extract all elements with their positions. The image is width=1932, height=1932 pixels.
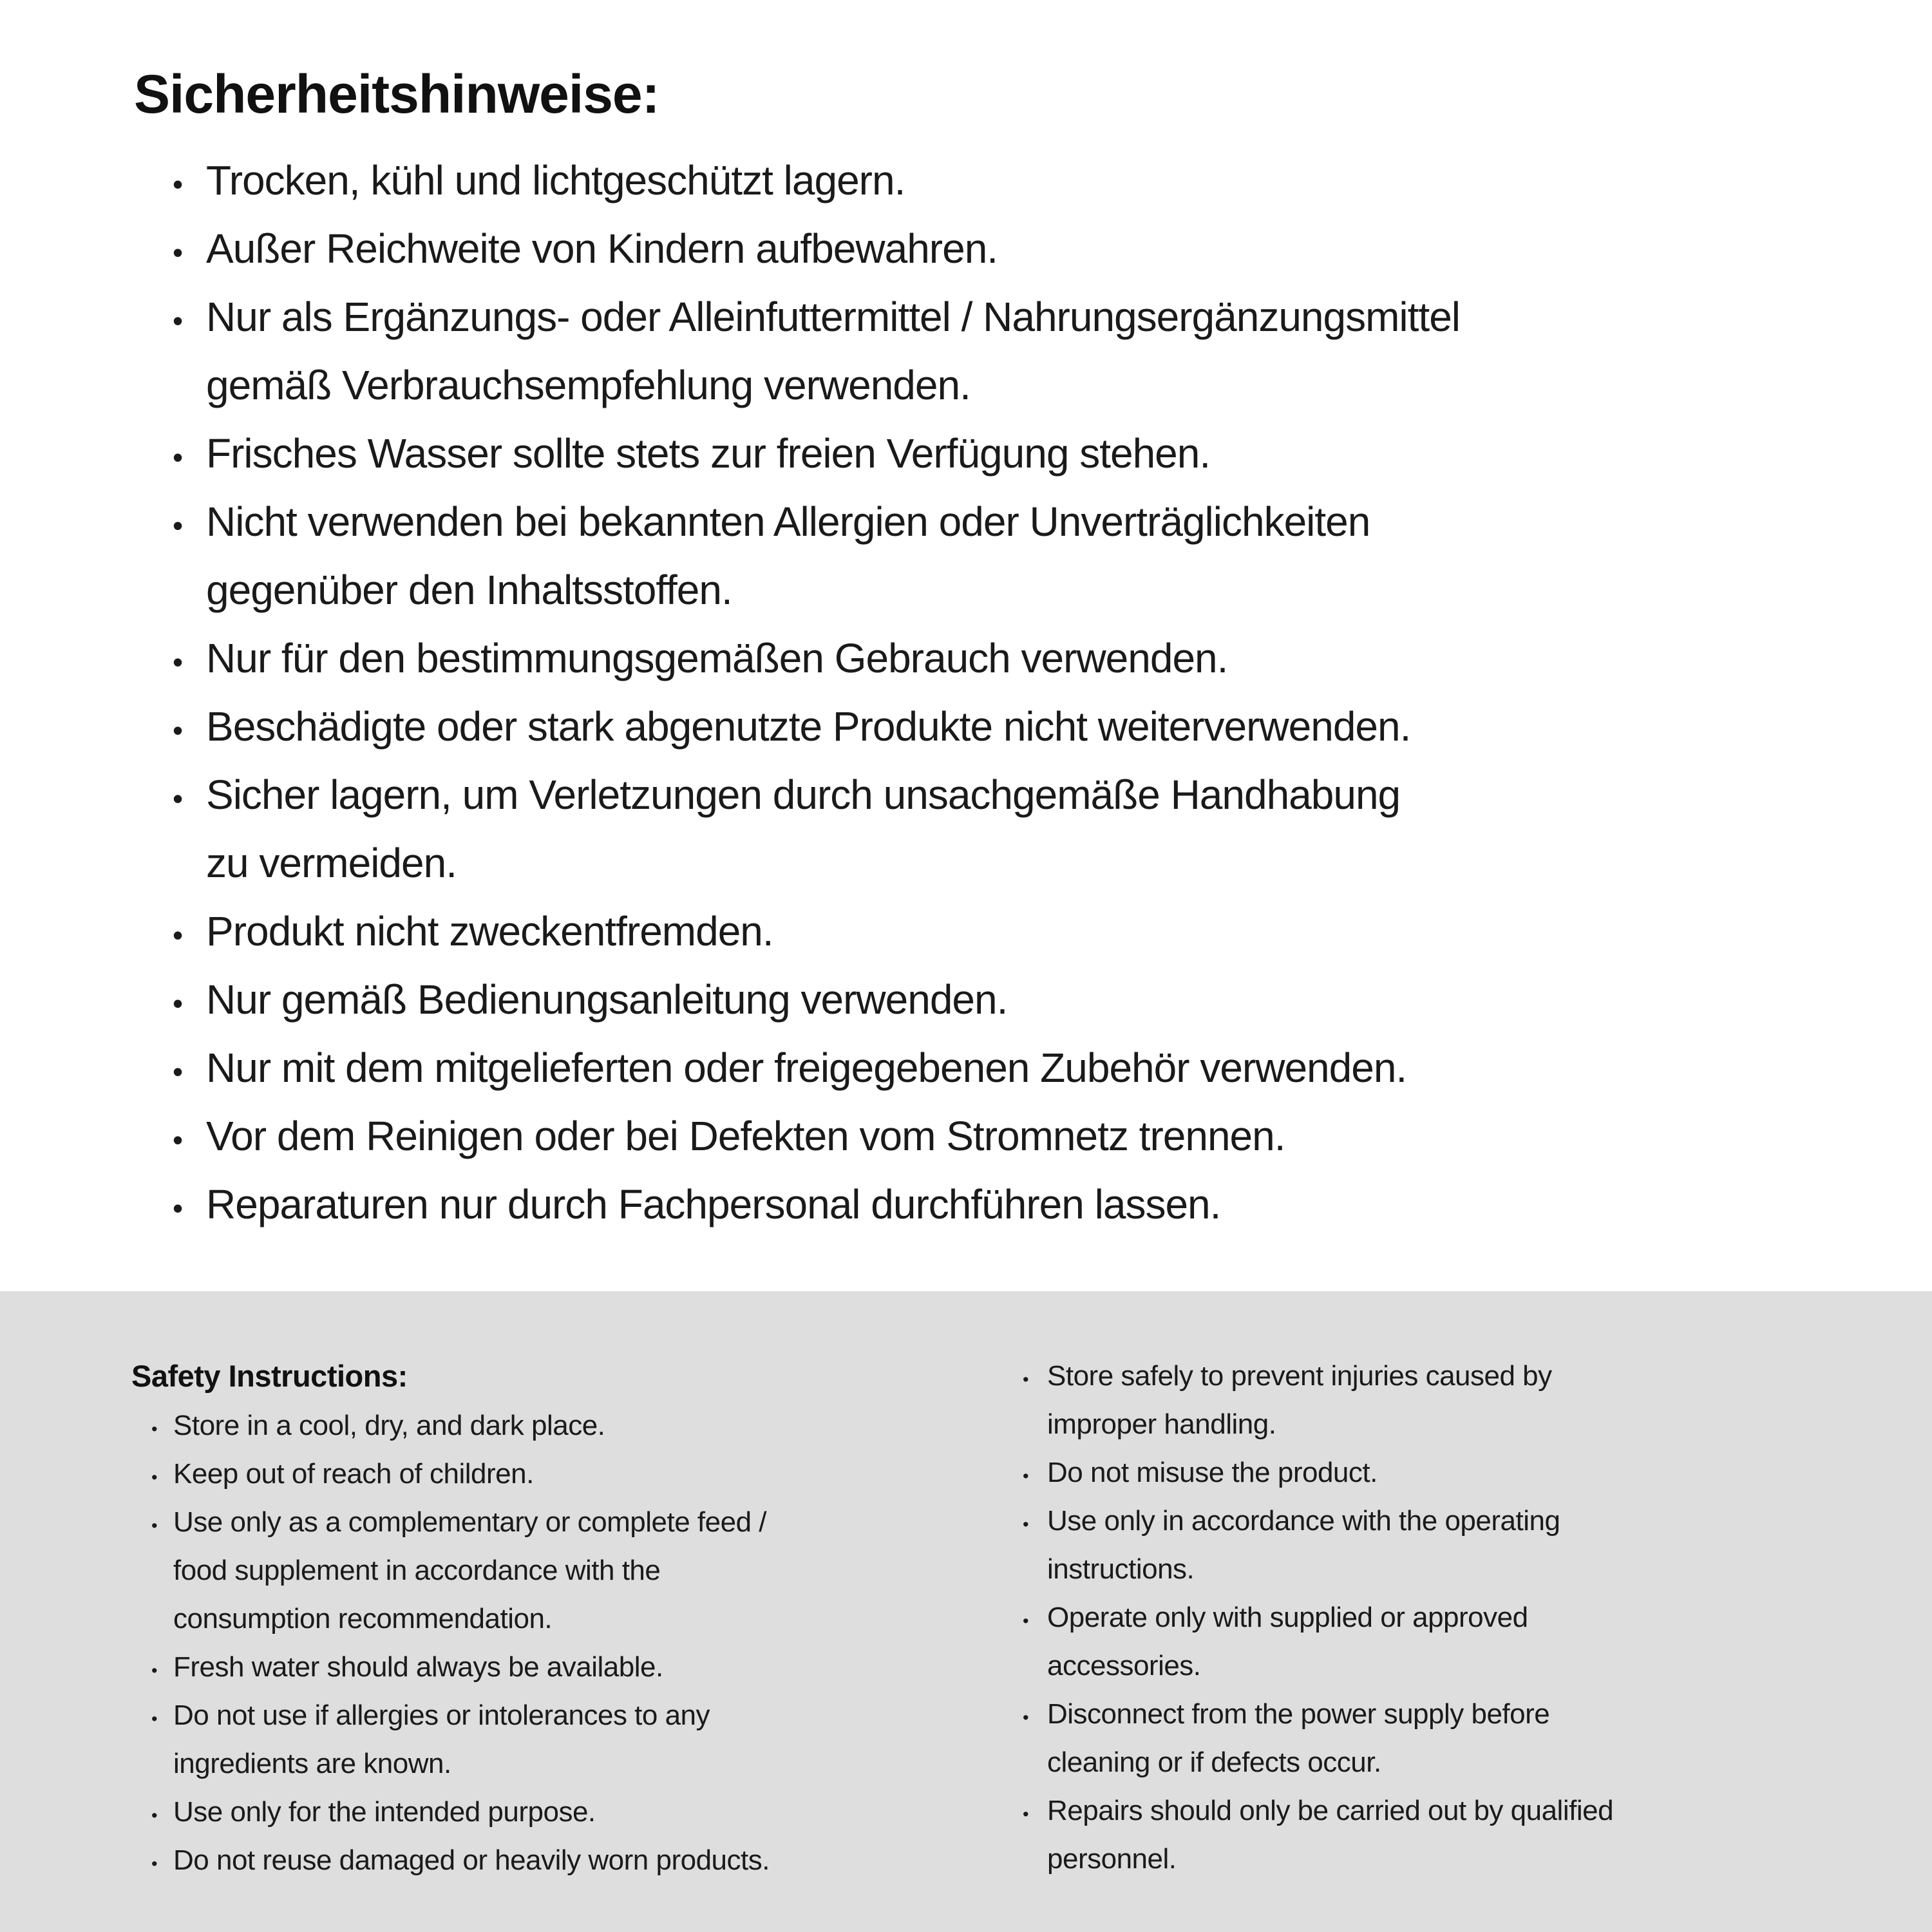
list-item <box>131 1838 1023 1886</box>
list-item-text: improper handling. <box>1047 1408 1276 1440</box>
list-item-text: food supplement in accordance with the <box>173 1555 661 1586</box>
english-left-list <box>131 1403 1023 1886</box>
list-item-text: Repairs should only be carried out by qualified <box>1047 1795 1614 1826</box>
list-item <box>134 762 1855 831</box>
list-item <box>134 148 1855 216</box>
bullet-marker: • <box>173 1191 183 1225</box>
list-item-text: Außer Reichweite von Kindern aufbewahren. <box>206 225 998 272</box>
list-item <box>131 1548 1023 1596</box>
bullet-marker: • <box>173 509 183 542</box>
bullet-marker: • <box>1023 1369 1029 1389</box>
list-item <box>134 421 1855 489</box>
list-item-text: Use only in accordance with the operating <box>1047 1505 1560 1537</box>
list-item <box>131 1452 1023 1500</box>
list-item-text: Keep out of reach of children. <box>173 1458 534 1490</box>
list-item <box>134 1172 1855 1240</box>
list-item <box>134 285 1855 353</box>
list-item <box>134 489 1855 558</box>
list-item-text: Nur mit dem mitgelieferten oder freigegebenen Zubehör verwenden. <box>206 1045 1407 1091</box>
list-item <box>134 1036 1855 1104</box>
list-item-text: Do not reuse damaged or heavily worn products. <box>173 1844 770 1876</box>
bullet-marker: • <box>1023 1466 1029 1486</box>
bullet-marker: • <box>1023 1514 1029 1534</box>
list-item-text: Do not use if allergies or intolerances to any <box>173 1700 710 1731</box>
list-item <box>1023 1643 1816 1692</box>
list-item-text: cleaning or if defects occur. <box>1047 1747 1381 1778</box>
bullet-marker: • <box>1023 1804 1029 1824</box>
list-item-text: ingredients are known. <box>173 1748 451 1779</box>
bullet-marker: • <box>173 987 183 1020</box>
list-item-text: Store in a cool, dry, and dark place. <box>173 1410 605 1441</box>
bullet-marker: • <box>151 1660 158 1680</box>
list-item <box>134 353 1855 421</box>
list-item-text: Use only as a complementary or complete feed / <box>173 1506 767 1538</box>
list-item <box>1023 1547 1816 1595</box>
list-item <box>134 216 1855 285</box>
list-item-text: zu vermeiden. <box>206 840 457 886</box>
list-item-text: Beschädigte oder stark abgenutzte Produkte nicht weiterverwenden. <box>206 703 1411 750</box>
bullet-marker: • <box>151 1515 158 1535</box>
list-item-text: Store safely to prevent injuries caused by <box>1047 1360 1552 1392</box>
english-right-column <box>1023 1354 1816 1885</box>
list-item-text: Produkt nicht zweckentfremden. <box>206 908 773 954</box>
list-item <box>1023 1354 1816 1402</box>
english-left-column <box>131 1354 1023 1886</box>
list-item <box>131 1596 1023 1645</box>
list-item <box>134 899 1855 967</box>
list-item <box>1023 1788 1816 1837</box>
list-item <box>1023 1740 1816 1788</box>
english-heading: Safety Instructions: <box>131 1359 408 1393</box>
list-item-text: Nur für den bestimmungsgemäßen Gebrauch verwenden. <box>206 635 1228 681</box>
bullet-marker: • <box>151 1805 158 1825</box>
bullet-marker: • <box>173 918 183 952</box>
bullet-marker: • <box>173 1055 183 1088</box>
list-item <box>131 1403 1023 1452</box>
list-item-text: Reparaturen nur durch Fachpersonal durchführen lassen. <box>206 1181 1221 1227</box>
list-item-text: Operate only with supplied or approved <box>1047 1602 1528 1633</box>
list-item-text: Frisches Wasser sollte stets zur freien Verfügung stehen. <box>206 430 1211 477</box>
list-item <box>131 1693 1023 1741</box>
bullet-marker: • <box>151 1709 158 1728</box>
list-item-text: Use only for the intended purpose. <box>173 1796 596 1828</box>
list-item <box>131 1790 1023 1838</box>
german-heading: Sicherheitshinweise: <box>134 64 659 124</box>
bullet-marker: • <box>1023 1611 1029 1631</box>
bullet-marker: • <box>173 167 183 201</box>
list-item-text: Nicht verwenden bei bekannten Allergien oder Unverträglichkeiten <box>206 498 1370 545</box>
list-item-text: Disconnect from the power supply before <box>1047 1698 1550 1730</box>
list-item <box>1023 1837 1816 1885</box>
bullet-marker: • <box>151 1419 158 1439</box>
list-item-text: Nur als Ergänzungs- oder Alleinfuttermittel / Nahrungsergänzungsmittel <box>206 294 1460 340</box>
list-item <box>134 1104 1855 1172</box>
list-item <box>131 1500 1023 1548</box>
bullet-marker: • <box>173 782 183 815</box>
list-item-text: personnel. <box>1047 1843 1177 1875</box>
bullet-marker: • <box>1023 1707 1029 1727</box>
list-item-text: Do not misuse the product. <box>1047 1457 1378 1488</box>
list-item <box>134 558 1855 626</box>
list-item <box>1023 1499 1816 1547</box>
list-item-text: Vor dem Reinigen oder bei Defekten vom Stromnetz trennen. <box>206 1113 1285 1159</box>
list-item-text: instructions. <box>1047 1553 1195 1585</box>
german-list <box>134 148 1855 1240</box>
list-item <box>134 831 1855 899</box>
bullet-marker: • <box>173 645 183 679</box>
english-section <box>0 1291 1932 1932</box>
list-item <box>1023 1692 1816 1740</box>
list-item-text: accessories. <box>1047 1650 1201 1681</box>
list-item-text: gegenüber den Inhaltsstoffen. <box>206 567 732 613</box>
list-item-text: gemäß Verbrauchsempfehlung verwenden. <box>206 362 971 408</box>
list-item <box>134 694 1855 762</box>
list-item <box>1023 1595 1816 1643</box>
list-item <box>1023 1402 1816 1450</box>
list-item-text: consumption recommendation. <box>173 1603 553 1634</box>
english-right-list <box>1023 1354 1816 1885</box>
bullet-marker: • <box>173 1123 183 1157</box>
bullet-marker: • <box>151 1467 158 1487</box>
bullet-marker: • <box>173 714 183 747</box>
list-item-text: Sicher lagern, um Verletzungen durch unsachgemäße Handhabung <box>206 772 1401 818</box>
bullet-marker: • <box>173 440 183 474</box>
bullet-marker: • <box>173 304 183 337</box>
list-item-text: Nur gemäß Bedienungsanleitung verwenden. <box>206 976 1008 1023</box>
list-item-text: Fresh water should always be available. <box>173 1651 663 1683</box>
list-item <box>131 1645 1023 1693</box>
bullet-marker: • <box>151 1853 158 1873</box>
list-item <box>134 967 1855 1036</box>
list-item-text: Trocken, kühl und lichtgeschützt lagern. <box>206 157 905 204</box>
list-item <box>131 1741 1023 1790</box>
bullet-marker: • <box>173 236 183 269</box>
list-item <box>1023 1450 1816 1499</box>
list-item <box>134 626 1855 694</box>
